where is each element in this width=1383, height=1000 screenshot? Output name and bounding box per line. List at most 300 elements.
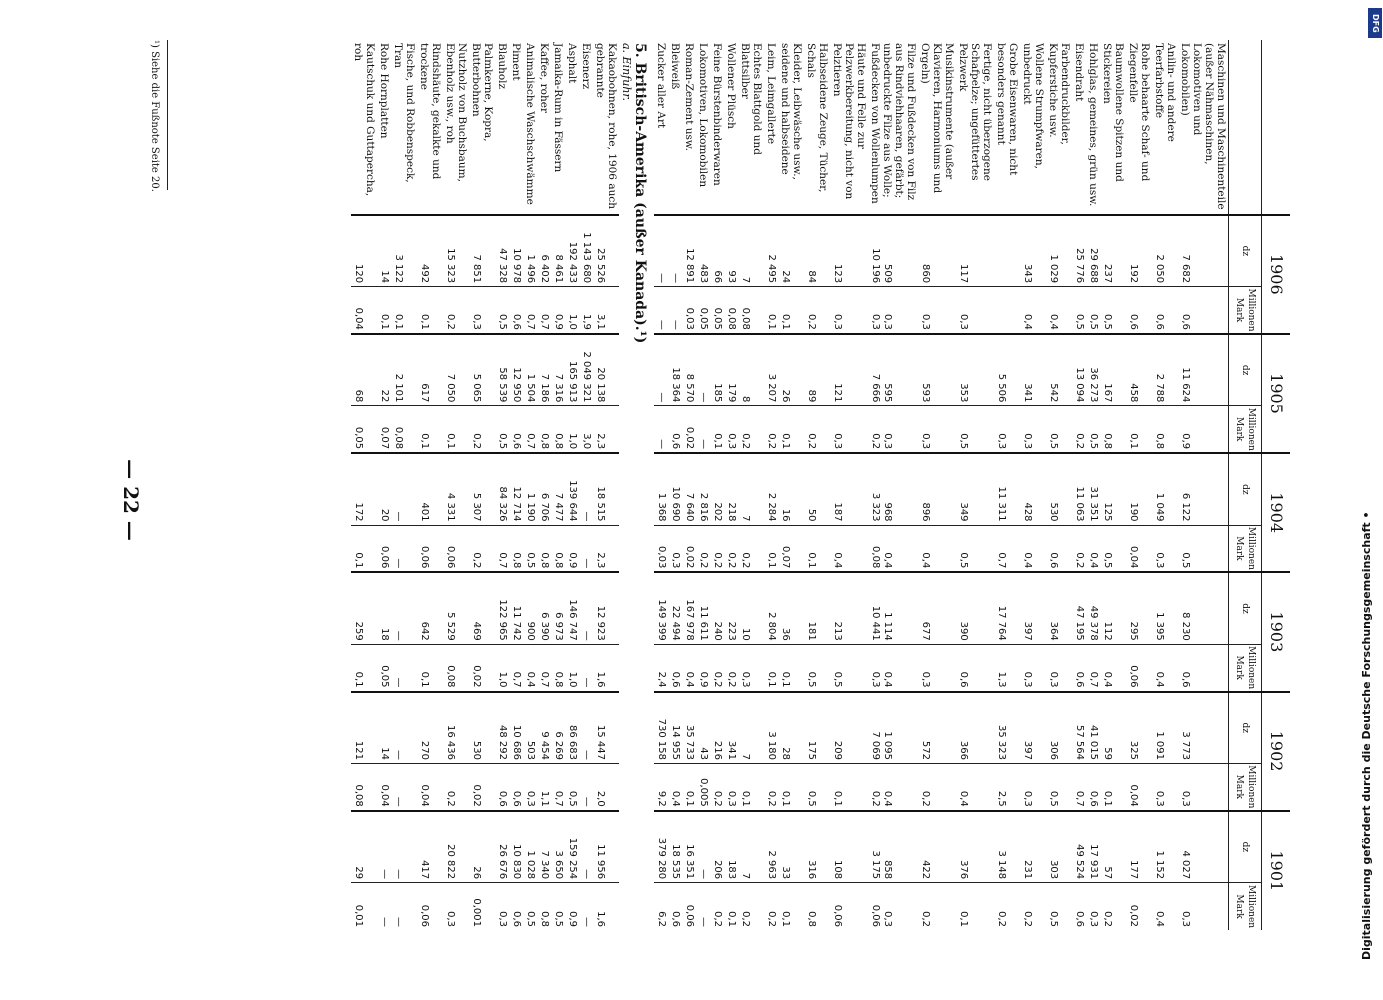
cell-million-mark: 0,4 [1152,883,1178,930]
cell-dz: 11 611 [696,572,710,644]
cell-million-mark: 0,1 [778,763,804,810]
cell-million-mark: 0,5 [804,644,830,691]
cell-million-mark: 0,7 [1086,644,1100,691]
cell-dz: 12 950 [509,334,523,406]
cell-dz: 10 690 [668,453,682,525]
cell-million-mark: 0,9 [565,525,579,572]
cell-million-mark: 0,1 [764,287,778,334]
cell-million-mark: 0,1 [738,763,764,810]
unit-mill: Millionen Mark [1229,287,1262,334]
cell-dz: 492 [417,215,443,287]
cell-dz: 177 [1126,811,1152,883]
cell-dz: — [391,811,417,883]
cell-million-mark: 0,3 [830,287,868,334]
row-label: Kaffee, roher [538,43,550,114]
cell-million-mark: 0,5 [956,406,994,453]
cell-dz: 125 [1100,453,1126,525]
cell-million-mark: 0,03 [682,287,696,334]
cell-million-mark: 0,08 [724,287,738,334]
cell-million-mark: — [579,525,593,572]
cell-dz: 1 504 [523,334,537,406]
cell-million-mark: 0,6 [509,883,523,930]
cell-million-mark: 0,02 [469,644,495,691]
cell-million-mark: 0,2 [918,763,956,810]
cell-million-mark: 0,4 [830,525,868,572]
cell-million-mark: 0,08 [351,763,377,810]
table-row [1086,40,1100,930]
table-row [469,40,495,930]
cell-million-mark: 0,2 [724,644,738,691]
cell-million-mark: — [696,883,710,930]
cell-dz: 7 [738,215,764,287]
cell-million-mark: 0,3 0,2 [868,406,918,453]
cell-dz: 860 [918,215,956,287]
cell-dz: 5 529 [443,572,469,644]
cell-dz: 1 049 [1152,453,1178,525]
cell-million-mark: 0,04 [1126,763,1152,810]
unit-mill: Millionen Mark [1229,883,1262,930]
table-row [1046,40,1072,930]
cell-dz: 458 [1126,334,1152,406]
cell-dz: 5 065 [469,334,495,406]
cell-dz: 8 570 [682,334,696,406]
row-label: Baumwollene Spitzen und Stickereien [1101,43,1125,182]
cell-dz: 223 [724,572,738,644]
table-row [668,40,682,930]
cell-million-mark: 1,6 [593,644,619,691]
cell-million-mark: 2,5 [994,763,1020,810]
cell-million-mark: 0,8 [1100,406,1126,453]
cell-million-mark: 0,2 [804,287,830,334]
cell-million-mark: 0,5 [1086,287,1100,334]
cell-million-mark: 0,4 0,2 [868,763,918,810]
cell-million-mark: 0,02 [469,763,495,810]
cell-million-mark: 0,01 [351,883,377,930]
cell-million-mark: 0,1 [778,883,804,930]
cell-million-mark: 0,06 [830,883,868,930]
row-label: Jamaika-Rum in Fässern [552,43,564,173]
cell-dz: 422 [918,811,956,883]
cell-million-mark: 0,04 [351,287,377,334]
unit-mill: Millionen Mark [1229,525,1262,572]
table-row [696,40,710,930]
section-britisch-amerika [619,40,654,930]
cell-dz: 14 [377,215,391,287]
cell-dz: — [391,692,417,764]
cell-dz: 57 564 [1072,692,1086,764]
cell-dz: 14 955 [668,692,682,764]
unit-mill: Millionen Mark [1229,644,1262,691]
cell-dz: 6 122 [1178,453,1229,525]
cell-million-mark: 3,0 [579,406,593,453]
cell-dz: 117 [956,215,994,287]
row-label: Bleiweiß [669,43,681,90]
cell-dz: 218 [724,453,738,525]
cell-million-mark: 0,4 [1020,287,1046,334]
cell-dz: 509 10 196 [868,215,918,287]
cell-dz: 7 050 [443,334,469,406]
cell-dz: — [377,811,391,883]
row-label: Animalische Waschschwämme [524,43,536,205]
cell-million-mark: 0,3 [1020,406,1046,453]
cell-dz: 120 [351,215,377,287]
dfg-logo: DFG [1368,8,1382,38]
table-row [830,40,868,930]
unit-dz: dz [1229,334,1262,406]
cell-million-mark: 0,1 [377,287,391,334]
cell-million-mark: 0,5 [1046,763,1072,810]
row-label: Asphalt [566,43,578,84]
cell-million-mark: 0,1 [764,525,778,572]
cell-million-mark: 0,9 [551,287,565,334]
cell-million-mark: 0,1 [710,406,724,453]
cell-million-mark: 0,06 [1126,644,1152,691]
cell-dz: 8 230 [1178,572,1229,644]
cell-dz: 896 [918,453,956,525]
statistics-table [351,40,1290,930]
unit-dz: dz [1229,572,1262,644]
page-number: — 22 — [118,459,143,541]
cell-dz: 572 [918,692,956,764]
cell-dz: 84 [804,215,830,287]
cell-dz: 50 [804,453,830,525]
cell-million-mark: 0,1 [804,525,830,572]
cell-dz: 2 050 [1152,215,1178,287]
table-row [593,40,619,930]
cell-million-mark: — [377,883,391,930]
cell-dz: 15 323 [443,215,469,287]
cell-million-mark: 1,0 [565,287,579,334]
cell-million-mark: 0,1 [351,525,377,572]
table-row [738,40,764,930]
cell-million-mark: 0,2 [804,406,830,453]
cell-dz: 483 [696,215,710,287]
table-row [443,40,469,930]
dfg-side-text: Digitalisierung gefördert durch die Deutsche Forschungsgemeinschaft • [1360,511,1373,960]
cell-dz: 149 399 [654,572,668,644]
cell-dz: 12 923 [593,572,619,644]
cell-dz: 58 539 [495,334,509,406]
cell-million-mark: 0,3 [956,287,994,334]
cell-dz: 3 650 [551,811,565,883]
cell-dz: 1 095 7 069 [868,692,918,764]
cell-million-mark: 0,7 [523,287,537,334]
cell-dz: 3 180 [764,692,778,764]
cell-dz: 3 148 [994,811,1020,883]
cell-million-mark: 0,3 [1178,763,1229,810]
cell-dz: — [391,453,417,525]
cell-dz: 47 195 [1072,572,1086,644]
cell-million-mark: 0,6 [1126,287,1152,334]
cell-million-mark: 0,3 [918,644,956,691]
cell-million-mark: 0,08 [443,644,469,691]
cell-dz: — [668,215,682,287]
cell-dz: 33 [778,811,804,883]
rotated-page [130,40,1290,980]
cell-dz: 900 [523,572,537,644]
cell-dz: 11 742 [509,572,523,644]
table-row [1126,40,1152,930]
cell-dz: 270 [417,692,443,764]
cell-million-mark: 0,3 [1086,883,1100,930]
cell-million-mark: 0,2 [764,406,778,453]
cell-million-mark: 0,2 [1072,525,1086,572]
cell-dz: 306 [1046,692,1072,764]
cell-dz: 36 273 [1086,334,1100,406]
row-label: Lokomotiven, Lokomobilen [697,43,709,188]
cell-dz: 231 [1020,811,1046,883]
cell-dz: 617 [417,334,443,406]
cell-million-mark: 0,3 [994,406,1020,453]
cell-million-mark: 0,3 [1020,763,1046,810]
cell-dz: 183 [724,811,738,883]
unit-mill: Millionen Mark [1229,763,1262,810]
cell-million-mark: 0,1 [391,287,417,334]
row-label: Filze und Fußdecken von Filz aus Rindviehhaaren, gefärbt; unbedruckte Filze aus Wolle; Fußdecken von Wollenlumpen [869,43,917,204]
section-title: 5. Britisch-Amerika (außer Kanada).¹) [632,43,648,344]
cell-million-mark: 0,6 [668,883,682,930]
table-row [417,40,443,930]
row-label: Anilin- und andere Teerfarbstoffe [1153,43,1177,142]
cell-million-mark: 0,4 [956,763,994,810]
cell-million-mark: 0,005 [696,763,710,810]
cell-dz: 175 [804,692,830,764]
cell-million-mark: 0,5 [1046,406,1072,453]
cell-dz: 59 [1100,692,1126,764]
cell-dz: 325 [1126,692,1152,764]
cell-dz: 7 682 [1178,215,1229,287]
cell-dz: 341 [1020,334,1046,406]
cell-million-mark: 0,5 [956,525,994,572]
cell-million-mark: — [391,883,417,930]
cell-million-mark: 0,7 [509,644,523,691]
footnote: ¹) Siehe die Fußnote Seite 20. [149,40,160,192]
cell-dz: — [579,811,593,883]
cell-dz: 1 114 10 441 [868,572,918,644]
cell-dz: 642 [417,572,443,644]
cell-dz: 366 [956,692,994,764]
cell-million-mark: 2,4 [654,644,668,691]
cell-million-mark: 0,04 [417,763,443,810]
cell-million-mark: 9,2 [654,763,668,810]
cell-million-mark: 0,4 [523,644,537,691]
cell-million-mark: 0,7 [994,525,1020,572]
cell-million-mark: — [579,644,593,691]
unit-mill: Millionen Mark [1229,406,1262,453]
cell-million-mark: — [668,287,682,334]
cell-million-mark [994,287,1020,334]
cell-million-mark: 0,1 [417,406,443,453]
cell-dz: 11 624 [1178,334,1229,406]
cell-dz: 1 496 [523,215,537,287]
cell-dz: 6 973 [551,572,565,644]
cell-million-mark: 0,5 [1046,883,1072,930]
table-row [804,40,830,930]
cell-dz: 530 [1046,453,1072,525]
table-row [1020,40,1046,930]
row-label: Kleider, Leibwäsche usw., seidene und halbseidene [779,43,803,180]
cell-million-mark: 0,8 [537,406,551,453]
cell-million-mark: 0,2 [738,525,764,572]
cell-dz: 36 [778,572,804,644]
cell-dz: 31 351 [1086,453,1100,525]
cell-dz: 15 447 [593,692,619,764]
cell-dz: 26 676 [495,811,509,883]
cell-dz: 25 776 [1072,215,1086,287]
cell-dz: 7 640 [682,453,696,525]
cell-million-mark: 0,4 [1152,644,1178,691]
cell-million-mark: 0,2 [443,763,469,810]
table-row [868,40,918,930]
cell-million-mark: 0,6 [509,287,523,334]
cell-million-mark: 0,08 [391,406,417,453]
cell-million-mark: 0,3 [469,287,495,334]
cell-dz: 213 [830,572,868,644]
row-label: Maschinen und Maschinenteile (außer Nähmaschinen, Lokomotiven und Lokomobilen) [1179,43,1227,210]
cell-million-mark: 0,7 [1072,763,1086,810]
cell-million-mark: 0,6 [1152,287,1178,334]
cell-dz: 192 [1126,215,1152,287]
row-label: Fische, und Robbenspeck, Tran [392,43,416,183]
row-label: Rohe behaarte Schaf- und Ziegenfelle [1127,43,1151,182]
cell-dz: 17 764 [994,572,1020,644]
cell-million-mark: 0,6 [495,763,509,810]
cell-dz: 11 311 [994,453,1020,525]
cell-million-mark: 0,2 [1100,883,1126,930]
cell-dz: 1 028 [523,811,537,883]
cell-dz: 379 280 [654,811,668,883]
row-label: Farbendruckbilder, Kupferstiche usw. [1047,43,1071,145]
cell-million-mark: 0,5 [1086,406,1100,453]
cell-million-mark: 0,8 [537,883,551,930]
row-label: Roman-Zement usw. [683,43,695,151]
cell-dz: 18 364 [668,334,682,406]
cell-million-mark: 0,5 [495,287,509,334]
cell-dz: 397 [1020,572,1046,644]
cell-dz: 542 [1046,334,1072,406]
cell-dz: 2 963 [764,811,778,883]
cell-million-mark: 0,3 [918,406,956,453]
year-header: 1904 [1262,453,1291,572]
cell-million-mark: 1,3 [994,644,1020,691]
cell-dz: 16 [778,453,804,525]
cell-million-mark: 0,6 [1072,644,1086,691]
cell-dz: 17 931 [1086,811,1100,883]
cell-million-mark: 0,06 [377,525,391,572]
cell-dz: 25 526 [593,215,619,287]
cell-dz: 16 436 [443,692,469,764]
cell-dz: 14 [377,692,391,764]
cell-dz: 10 686 [509,692,523,764]
cell-dz: 108 [830,811,868,883]
cell-dz: 35 733 [682,692,696,764]
cell-million-mark: 2,0 [593,763,619,810]
cell-dz [994,215,1020,287]
cell-million-mark: 0,1 [443,406,469,453]
row-label: Leim, Leimgallerte [765,43,777,145]
cell-million-mark: 0,5 [551,883,565,930]
cell-million-mark: 0,6 [1072,883,1086,930]
cell-million-mark: 0,4 [682,644,696,691]
cell-dz: 187 [830,453,868,525]
cell-dz: 139 644 [565,453,579,525]
cell-million-mark: 0,06 [443,525,469,572]
cell-dz: 123 [830,215,868,287]
cell-million-mark: 0,6 [956,644,994,691]
cell-million-mark: 0,3 [830,406,868,453]
cell-million-mark: 0,3 [724,406,738,453]
cell-million-mark: 0,06 [417,883,443,930]
cell-dz: 341 [724,692,738,764]
cell-million-mark: 0,1 [778,406,804,453]
cell-dz: 167 [1100,334,1126,406]
cell-million-mark: 0,8 [551,644,565,691]
cell-million-mark: 0,3 [668,525,682,572]
table-row [495,40,509,930]
cell-million-mark: 0,6 [509,406,523,453]
cell-dz: 172 [351,453,377,525]
cell-dz: 35 323 [994,692,1020,764]
cell-dz: 12 891 [682,215,696,287]
cell-dz: 3 207 [764,334,778,406]
cell-million-mark: 0,2 [1020,883,1046,930]
cell-dz: 8 461 [551,215,565,287]
cell-million-mark: 0,6 [1046,525,1072,572]
cell-million-mark: 0,8 [537,525,551,572]
cell-million-mark: 0,3 [443,883,469,930]
cell-million-mark: 0,8 [1152,406,1178,453]
table-row [1152,40,1178,930]
cell-million-mark: 0,2 [710,763,724,810]
cell-million-mark: 0,6 [509,763,523,810]
cell-million-mark: 0,3 [1046,644,1072,691]
row-label: Feine Bürstenbinderwaren [711,43,723,186]
cell-dz: 10 830 [509,811,523,883]
cell-dz: 2 495 [764,215,778,287]
cell-million-mark: 0,6 [1178,644,1229,691]
cell-dz: 9 454 [537,692,551,764]
cell-million-mark: 0,2 [738,406,764,453]
cell-million-mark: 0,2 [469,525,495,572]
table-row [351,40,377,930]
cell-dz: 49 378 [1086,572,1100,644]
cell-million-mark: 0,5 [804,763,830,810]
table-row [956,40,994,930]
cell-million-mark: 0,2 [696,525,710,572]
cell-million-mark: 0,4 [1100,644,1126,691]
cell-million-mark: 0,5 [1100,525,1126,572]
cell-dz: 10 978 [509,215,523,287]
cell-dz: 4 027 [1178,811,1229,883]
cell-million-mark: — [579,763,593,810]
cell-million-mark: 0,6 [1086,763,1100,810]
cell-dz: 3 773 [1178,692,1229,764]
year-header: 1903 [1262,572,1291,691]
cell-million-mark: 3,1 [593,287,619,334]
cell-dz: 1 368 [654,453,668,525]
cell-dz: — [654,334,668,406]
year-header-row [1262,40,1291,930]
cell-million-mark: 0,9 [1178,406,1229,453]
cell-million-mark: 0,5 [495,406,509,453]
cell-dz: 968 3 323 [868,453,918,525]
cell-dz: 28 [778,692,804,764]
cell-million-mark: 1,1 [537,763,551,810]
cell-dz: 353 [956,334,994,406]
cell-million-mark: 0,8 [551,406,565,453]
cell-dz: 316 [804,811,830,883]
table-row [565,40,579,930]
